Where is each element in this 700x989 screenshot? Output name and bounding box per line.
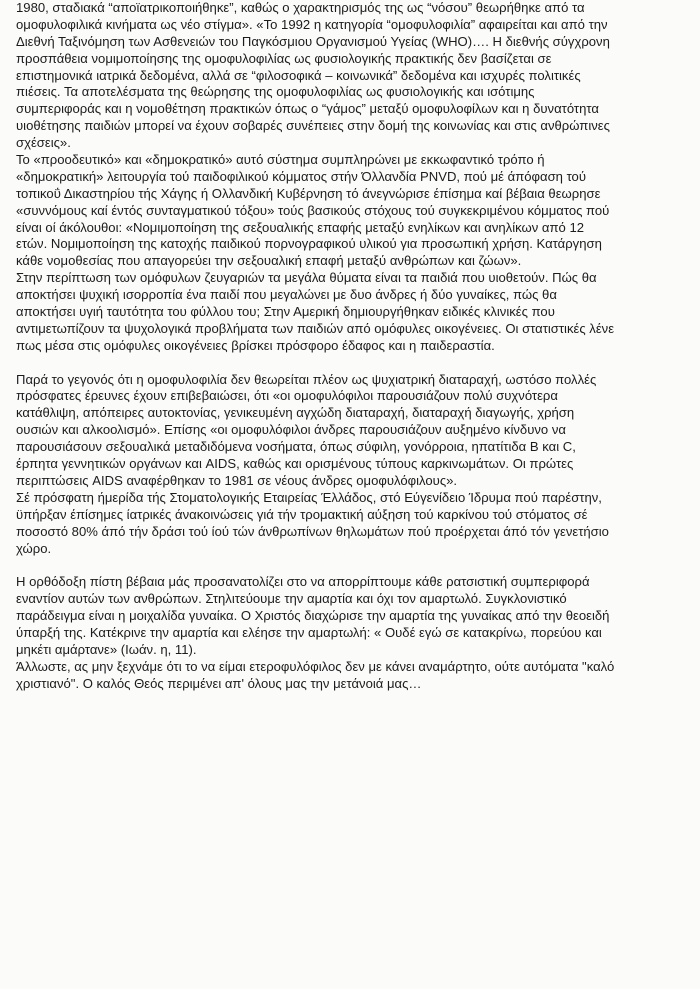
text-line: πρόσφατες έρευνες έχουν επιβεβαιώσει, ότι «οι ομοφυλόφιλοι παρουσιάζουν πολύ συχνότερα <box>16 388 558 404</box>
text-line: ετών. Νομιμοποίηση της κατοχής παιδικού πορνογραφικού υλικού για προσωπική χρήση. Κατάργηση <box>16 236 602 252</box>
text-line: Σέ πρόσφατη ήμερίδα τής Στοματολογικής Εταιρείας Έλλάδος, στό Εύγενίδειο Ίδρυμα πού παρέστην, <box>16 489 602 505</box>
text-line: συμπεριφοράς και η νομοθέτηση πρακτικών όπως ο “γάμος” μεταξύ ομοφυλοφίλων και η δυνατότητα <box>16 101 599 117</box>
text-line: 1980, σταδιακά “αποϊατρικοποιήθηκε”, καθώς ο χαρακτηρισμός της ως “νόσου” θεωρήθηκε από τα <box>16 0 585 15</box>
text-line: Παρά το γεγονός ότι η ομοφυλοφιλία δεν θεωρείται πλέον ως ψυχιατρική διαταραχή, ωστόσο πολλές <box>16 371 597 387</box>
text-line: αντιμετωπίζουν τα ψυχολογικά προβλήματα των παιδιών από ομόφυλες οικογένειες. Οι στατιστικές λένε <box>16 320 615 336</box>
text-line: κατάθλιψη, απόπειρες αυτοκτονίας, γενικευμένη αγχώδη διαταραχή, διαταραχή διαγωγής, χρήση <box>16 405 575 421</box>
text-line: μηκέτι αμάρτανε» (Ιωάν. η, 11). <box>16 641 197 657</box>
text-line: «συννόμους καί έντός συνταγματικού τόξου» τούς βασικούς στόχους τού συγκεκριμένου κόμματος πού <box>16 202 610 218</box>
text-line: πως μέσα στις ομόφυλες οικογένειες βρίσκει πρόσφορο έδαφος και η παιδεραστία. <box>16 337 495 353</box>
text-line: υιοθέτησης παιδιών μπορεί να έχουν σοβαρές συνέπειες στην δομή της κοινωνίας και στις ανθρώπινες <box>16 118 610 134</box>
text-line: κάθε νομοθεσίας που απαγορεύει την σεξουαλική επαφή μεταξύ ανθρώπων και ζώων». <box>16 253 522 269</box>
text-line: παρουσιάσουν σεξουαλικά μεταδιδόμενα νοσήματα, όπως σύφιλη, γονόρροια, ηπατίτιδα Β και C, <box>16 439 576 455</box>
text-line: τοπικοΰ Δικαστηρίου τής Χάγης ή Ολλανδική Κυβέρνηση τό άνεγνώρισε έπίσημα καί βέβαια θεωρησε <box>16 185 601 201</box>
paragraph-gap <box>16 557 688 574</box>
text-line: Άλλωστε, ας μην ξεχνάμε ότι το να είμαι ετεροφυλόφιλος δεν με κάνει αναμάρτητο, ούτε αυτόματα "καλό <box>16 658 615 674</box>
text-line: είναι οί άκόλουθοι: «Νομιμοποίηση της σεξουαλικής επαφής μεταξύ ενηλίκων και ανηλίκων από 12 <box>16 219 585 235</box>
text-line: ομοφυλοφιλικά κινήματα ως νέο στίγμα». «Το 1992 η κατηγορία “ομοφυλοφιλία” αφαιρείται και από την <box>16 16 608 32</box>
text-line: χώρο. <box>16 540 52 556</box>
text-line: Η ορθόδοξη πίστη βέβαια μάς προσανατολίζει στο να απορρίπτουμε κάθε ρατσιστική συμπεριφορά <box>16 574 590 590</box>
text-line: Το «προοδευτικό» και «δημοκρατικό» αυτό σύστημα συμπληρώνει με εκκωφαντικό τρόπο ή <box>16 152 545 168</box>
text-line: επιστημονικά ιατρικά δεδομένα, αλλά σε “φιλοσοφικά – κοινωνικά” δεδομένα και ισχυρές πολιτικές <box>16 67 581 83</box>
text-line: ουσιών και αλκοολισμό». Επίσης «οι ομοφυλόφιλοι άνδρες παρουσιάζουν αυξημένο κίνδυνο να <box>16 422 566 438</box>
text-line: σχέσεις». <box>16 135 71 151</box>
text-line: εναντίον αυτών των ανθρώπων. Στηλιτεύουμε την αμαρτία και όχι τον αμαρτωλό. Συγκλονιστικό <box>16 591 567 607</box>
text-line: ποσοστό 80% άπό τήν δράσι τού ίού τών άνθρωπίνων θηλωμάτων πού προέρχεται άπό τόν γενετήσιο <box>16 523 609 539</box>
text-line: χριστιανό". Ο καλός Θεός περιμένει απ' όλους μας την μετάνοιά μας… <box>16 675 422 691</box>
text-line: περιπτώσεις AIDS αναφέρθηκαν το 1981 σε νέους άνδρες ομοφυλόφιλους». <box>16 472 458 488</box>
text-line: προσπάθεια νομιμοποίησης της ομοφυλοφιλίας ως φυσιολογικής πρακτικής δεν βασίζεται σε <box>16 50 552 66</box>
text-line: Στην περίπτωση των ομόφυλων ζευγαριών τα μεγάλα θύματα είναι τα παιδιά που υιοθετούν. Πώς θα <box>16 270 597 286</box>
text-line: ύπαρξή της. Κατέκρινε την αμαρτία και ελέησε την αμαρτωλή: « Ουδέ εγώ σε κατακρίνω, πορεύου και <box>16 624 602 640</box>
text-line: αποκτήσει υγιή ταυτότητα του φύλλου του; Στην Αμερική δημιουργήθηκαν ειδικές κλινικές που <box>16 304 555 320</box>
document-body <box>16 0 688 693</box>
text-line: πιέσεις. Τα αποτελέσματα της θεώρησης της ομοφυλοφιλίας ως φυσιολογικής και ισότιμης <box>16 84 535 100</box>
paragraph-gap <box>16 355 688 372</box>
text-line: «δημοκρατική» λειτουργία τού παιδοφιλικού κόμματος στήν Όλλανδία PNVD, πού μέ άπόφαση τού <box>16 168 586 184</box>
text-line: ϋπήρξαν έπίσημες ίατρικές άνακοινώσεις γιά τήν τρομακτική αύξηση τού καρκίνου τού στόματος σέ <box>16 506 588 522</box>
text-line: παράδειγμα είναι η μοιχαλίδα γυναίκα. Ο Χριστός διαχώρισε την αμαρτία της γυναίκας από την θεοειδή <box>16 608 610 624</box>
text-line: αποκτήσει ψυχική ισορροπία ένα παιδί που μεγαλώνει με δυο άνδρες ή δύο γυναίκες, πώς θα <box>16 287 557 303</box>
text-line: έρπητα γεννητικών οργάνων και AIDS, καθώς και ορισμένους τύπους καρκινωμάτων. Οι πρώτες <box>16 456 574 472</box>
text-line: Διεθνή Ταξινόμηση των Ασθενειών του Παγκόσμιου Οργανισμού Υγείας (WHO)…. Η διεθνής σύγχρονη <box>16 33 610 49</box>
